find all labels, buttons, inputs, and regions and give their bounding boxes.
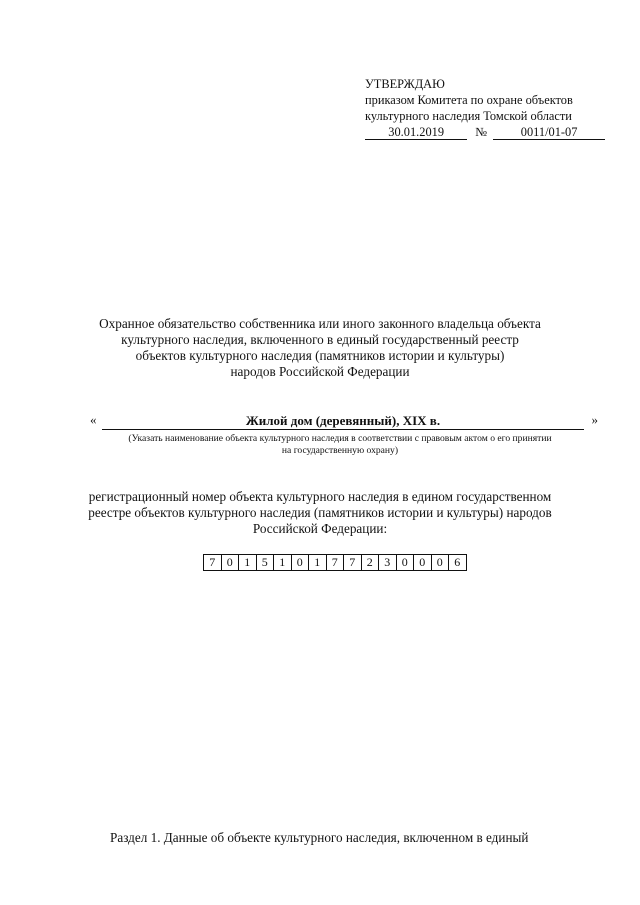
approval-line-1: приказом Комитета по охране объектов: [365, 93, 573, 107]
registration-digit: 0: [414, 555, 432, 570]
approval-heading: УТВЕРЖДАЮ: [365, 77, 445, 91]
approval-block: [365, 76, 605, 140]
registration-digit: 7: [204, 555, 222, 570]
registration-text: [68, 489, 572, 537]
title-line-1: Охранное обязательство собственника или иного законного владельца объекта: [99, 316, 541, 331]
registration-digit: 1: [309, 555, 327, 570]
title-line-2: культурного наследия, включенного в единый государственный реестр: [121, 332, 519, 347]
registration-line-3: Российской Федерации:: [252, 521, 388, 536]
registration-line-1: регистрационный номер объекта культурного наследия в едином государственном: [88, 489, 552, 504]
registration-digit: 0: [432, 555, 450, 570]
title-line-3: объектов культурного наследия (памятников истории и культуры): [135, 348, 505, 363]
registration-digit: 1: [239, 555, 257, 570]
quote-close: »: [591, 412, 598, 427]
approval-date: 30.01.2019: [365, 125, 467, 140]
hint-line-1: (Указать наименование объекта культурного наследия в соответствии с правовым актом о его принятии: [128, 433, 552, 444]
registration-digit: 0: [397, 555, 415, 570]
object-name: Жилой дом (деревянный), XIX в.: [102, 412, 584, 430]
section-1-heading: Раздел 1. Данные об объекте культурного наследия, включенном в единый: [110, 830, 529, 845]
registration-digit: 2: [362, 555, 380, 570]
registration-digit: 7: [327, 555, 345, 570]
registration-digit: 6: [454, 555, 461, 569]
object-name-row: [90, 412, 598, 432]
approval-number: 0011/01-07: [493, 125, 605, 140]
registration-digit: 0: [292, 555, 310, 570]
registration-number-boxes: [203, 554, 467, 571]
object-name-hint: [100, 433, 580, 457]
registration-digit: 5: [257, 555, 275, 570]
document-title: [60, 316, 580, 380]
number-sign: №: [475, 125, 488, 139]
approval-line-2: культурного наследия Томской области: [365, 109, 572, 123]
registration-digit: 0: [222, 555, 240, 570]
approval-date-number-row: [365, 124, 605, 140]
registration-digit: 7: [344, 555, 362, 570]
quote-open: «: [90, 412, 97, 427]
registration-digit: 1: [274, 555, 292, 570]
hint-line-2: на государственную охрану): [281, 445, 399, 456]
registration-line-2: реестре объектов культурного наследия (памятников истории и культуры) народов: [88, 505, 552, 520]
registration-digit: 3: [379, 555, 397, 570]
title-line-4: народов Российской Федерации: [230, 364, 410, 379]
